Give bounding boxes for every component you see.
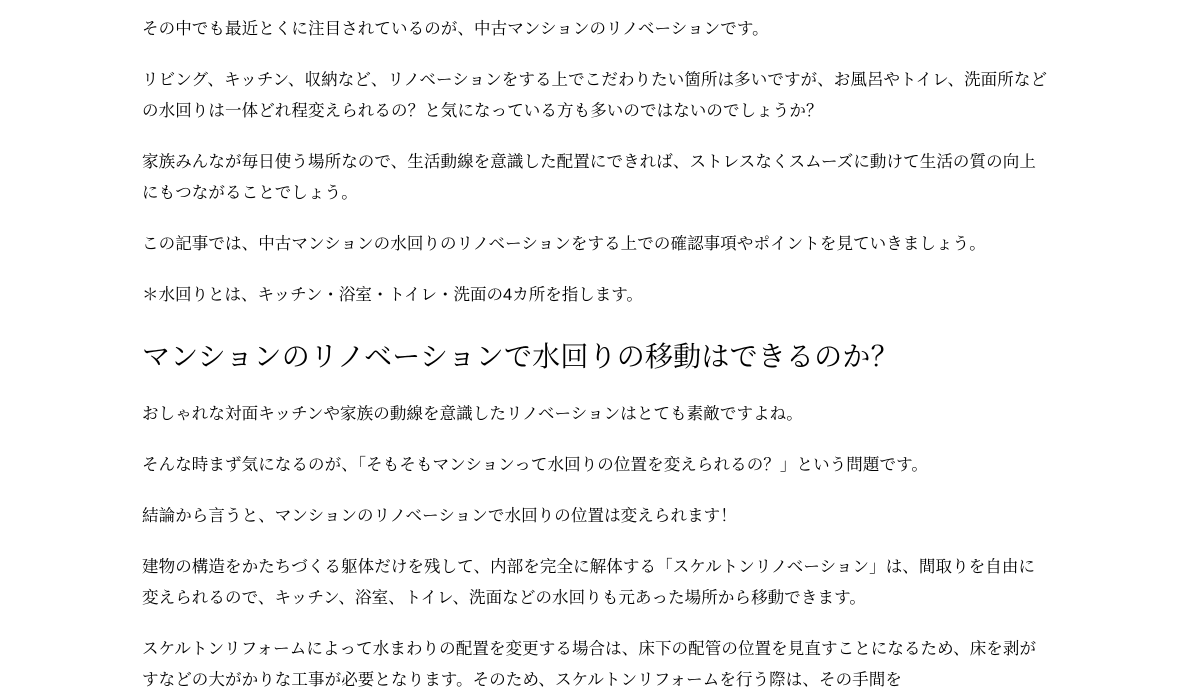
footnote-text: ＊水回りとは、キッチン・浴室・トイレ・洗面の4カ所を指します。 bbox=[142, 286, 643, 304]
body-paragraph: おしゃれな対面キッチンや家族の動線を意識したリノベーションはとても素敵ですよね。 bbox=[142, 405, 803, 423]
body-paragraph: 家族みんなが毎日使う場所なので、生活動線を意識した配置にできれば、ストレスなくスムーズに動けて生活の質の向上にもつながることでしょう。 bbox=[142, 153, 1036, 202]
body-paragraph: そんな時まず気になるのが、「そもそもマンションって水回りの位置を変えられるの？」という問題です。 bbox=[142, 456, 928, 474]
body-paragraph: この記事では、中古マンションの水回りのリノベーションをする上での確認事項やポイントを見ていきましょう。 bbox=[142, 235, 986, 253]
section-heading: マンションのリノベーションで水回りの移動はできるのか？ bbox=[142, 341, 899, 372]
body-paragraph: その中でも最近とくに注目されているのが、中古マンションのリノベーションです。 bbox=[142, 20, 769, 38]
body-paragraph: リビング、キッチン、収納など、リノベーションをする上でこだわりたい箇所は多いですが、お風呂やトイレ、洗面所などの水回りは一体どれ程変えられるの？と気になっている方も多いのではないのでしょうか？ bbox=[142, 71, 1048, 120]
body-paragraph: 建物の構造をかたちづくる躯体だけを残して、内部を完全に解体する「スケルトンリノベーション」は、間取りを自由に変えられるので、キッチン、浴室、トイレ、洗面などの水回りも元あった場所から移動できます。 bbox=[142, 558, 1036, 607]
body-paragraph: 結論から言うと、マンションのリノベーションで水回りの位置は変えられます！ bbox=[142, 507, 737, 525]
body-paragraph: スケルトンリフォームによって水まわりの配置を変更する場合は、床下の配管の位置を見直すことになるため、床を剥がすなどの大がかりな工事が必要となります。そのため、スケルトンリフォームを行う際は、その手間を bbox=[142, 640, 1037, 689]
